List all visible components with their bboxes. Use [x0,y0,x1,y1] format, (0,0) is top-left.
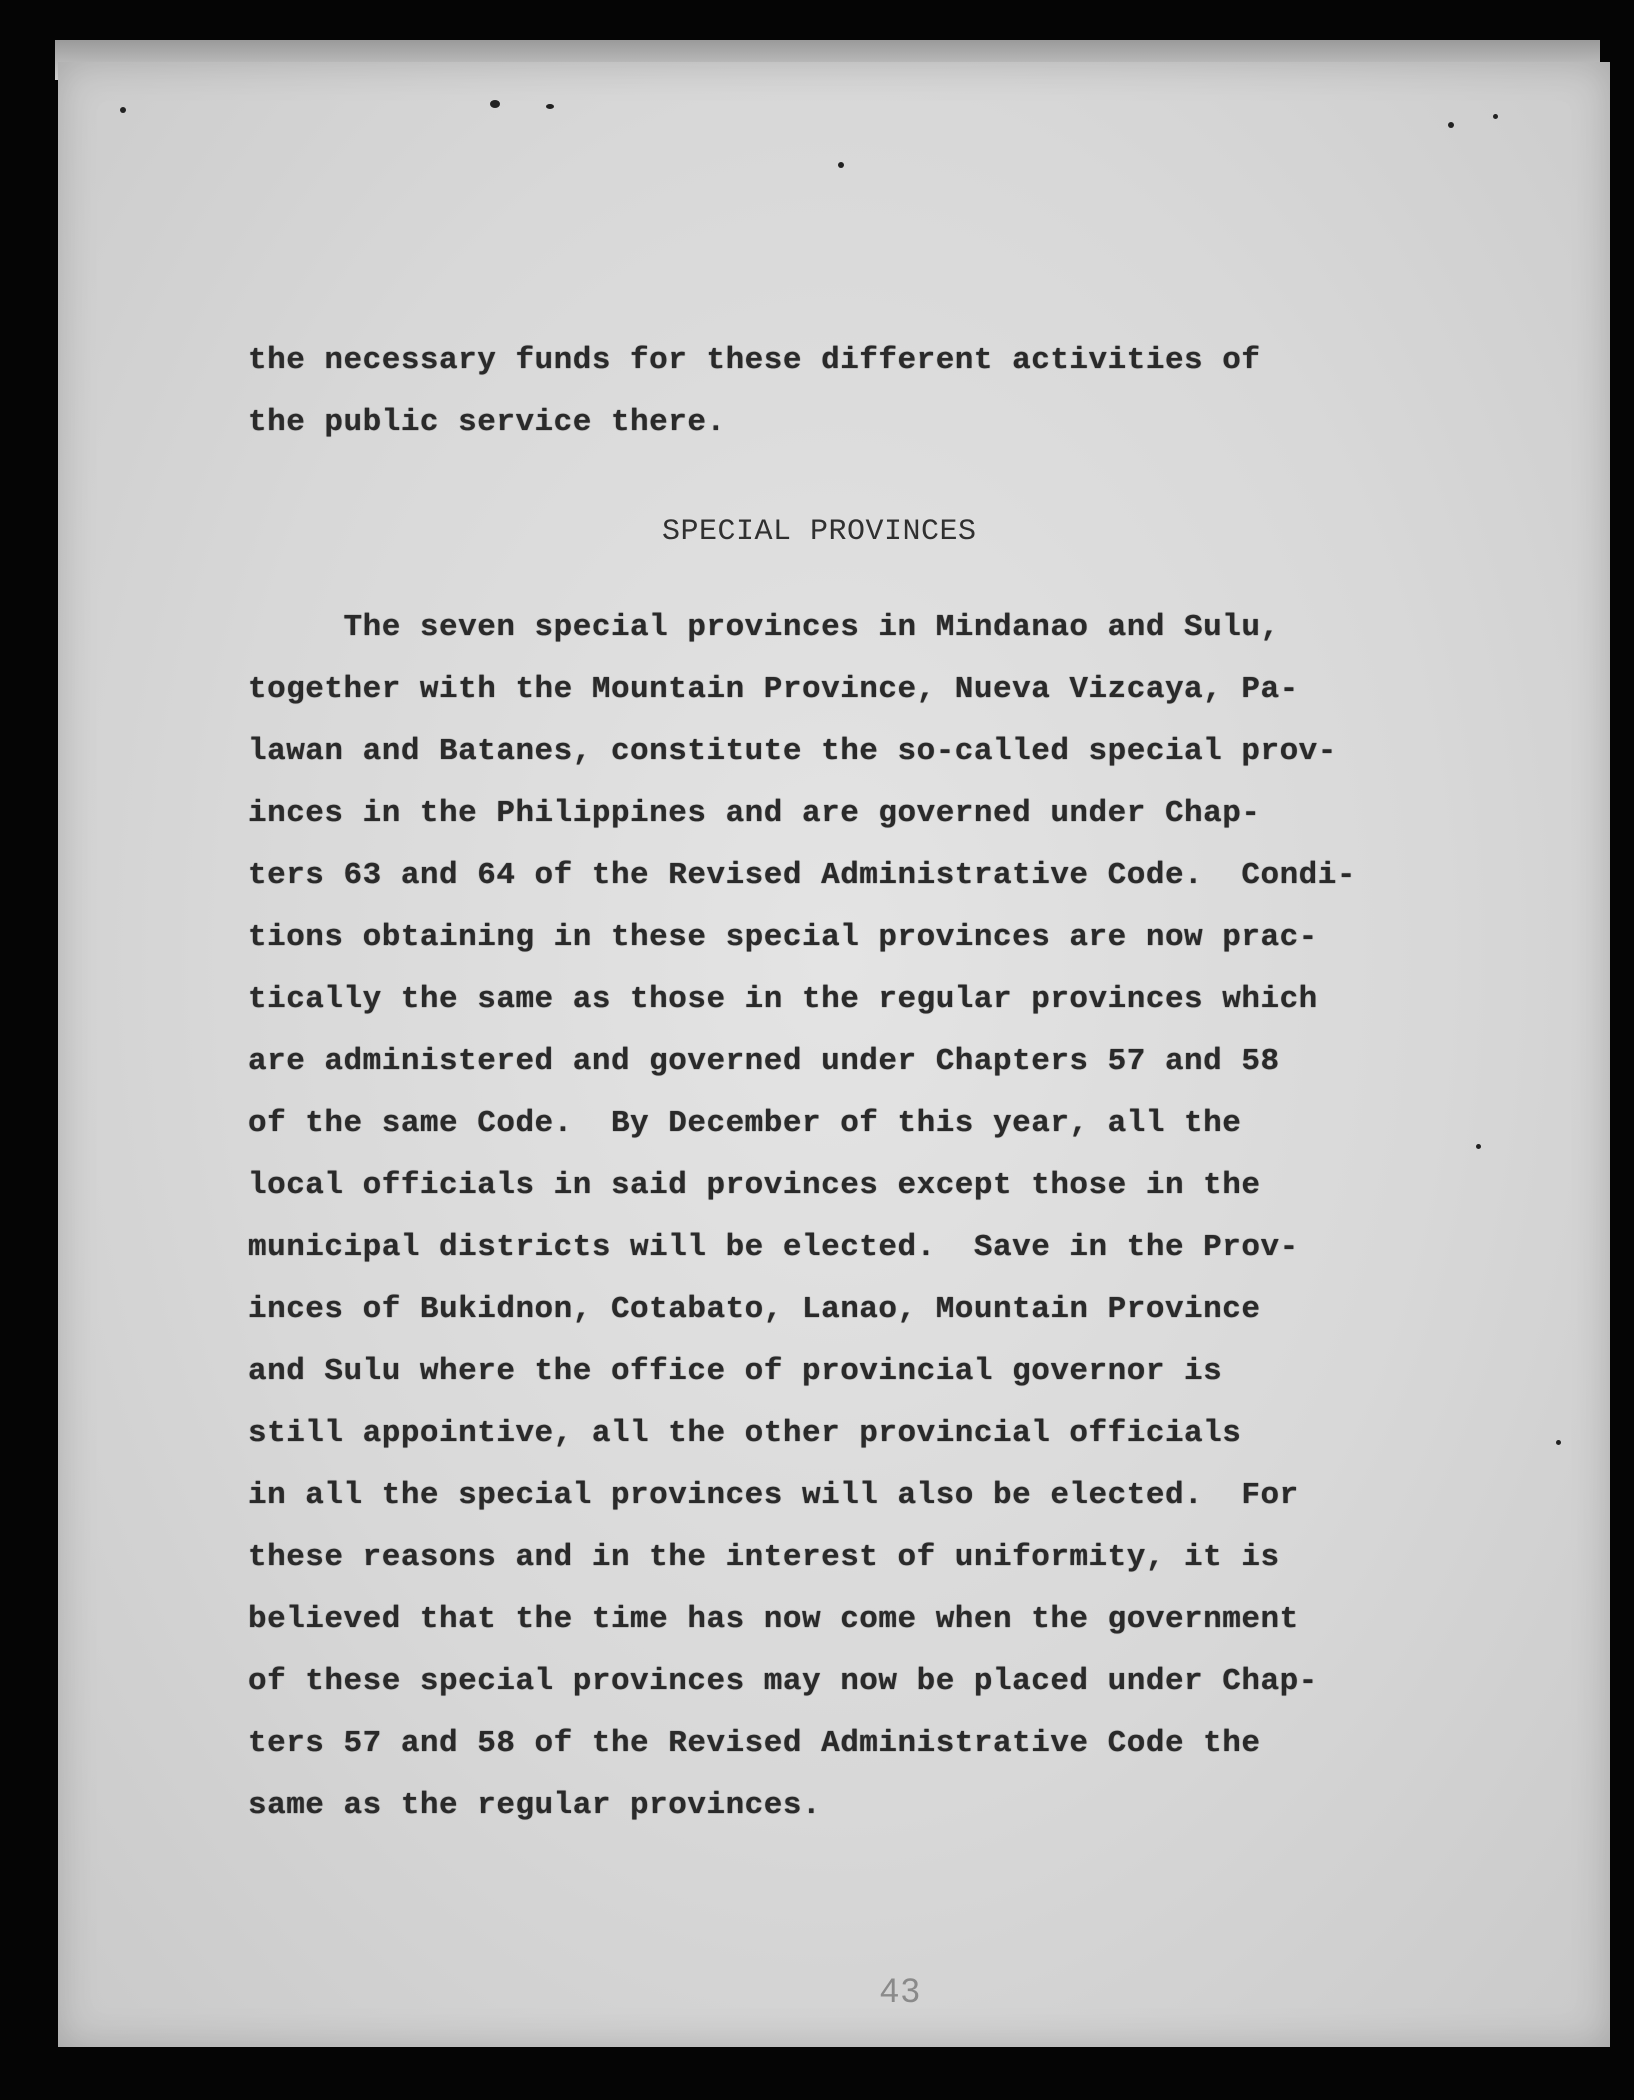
speck [1493,114,1498,119]
body-line: of the same Code. By December of this year, all the [248,1106,1242,1141]
body-line: and Sulu where the office of provincial governor is [248,1354,1223,1389]
body-line: tically the same as those in the regular provinces which [248,982,1318,1017]
body-line: still appointive, all the other provincial officials [248,1416,1242,1451]
body-line: local officials in said provinces except those in the [248,1168,1261,1203]
body-line: these reasons and in the interest of uniformity, it is [248,1540,1280,1575]
body-line: same as the regular provinces. [248,1788,822,1823]
speck [490,100,500,108]
speck [1476,1144,1481,1149]
page-number: 43 [880,1972,922,2010]
body-line: The seven special provinces in Mindanao and Sulu, [248,610,1280,645]
speck [1448,122,1454,128]
speck [120,107,126,113]
body-line: inces in the Philippines and are governed under Chap- [248,796,1261,831]
body-line: tions obtaining in these special provinces are now prac- [248,920,1318,955]
body-line: inces of Bukidnon, Cotabato, Lanao, Mountain Province [248,1292,1261,1327]
body-line: ters 57 and 58 of the Revised Administrative Code the [248,1726,1261,1761]
document-body [248,330,1388,454]
speck [546,104,554,109]
intro-line-1: the necessary funds for these different activities of [248,343,1261,378]
section-body [248,597,1388,1837]
body-line: municipal districts will be elected. Save in the Prov- [248,1230,1299,1265]
speck [838,162,844,168]
body-line: lawan and Batanes, constitute the so-called special prov- [248,734,1337,769]
body-line: of these special provinces may now be placed under Chap- [248,1664,1318,1699]
body-line: are administered and governed under Chapters 57 and 58 [248,1044,1280,1079]
body-line: together with the Mountain Province, Nueva Vizcaya, Pa- [248,672,1299,707]
body-line: ters 63 and 64 of the Revised Administrative Code. Condi- [248,858,1356,893]
body-line: in all the special provinces will also be elected. For [248,1478,1299,1513]
speck [1556,1440,1561,1445]
body-line: believed that the time has now come when the government [248,1602,1299,1637]
section-heading: SPECIAL PROVINCES [662,515,977,549]
intro-line-2: the public service there. [248,405,726,440]
